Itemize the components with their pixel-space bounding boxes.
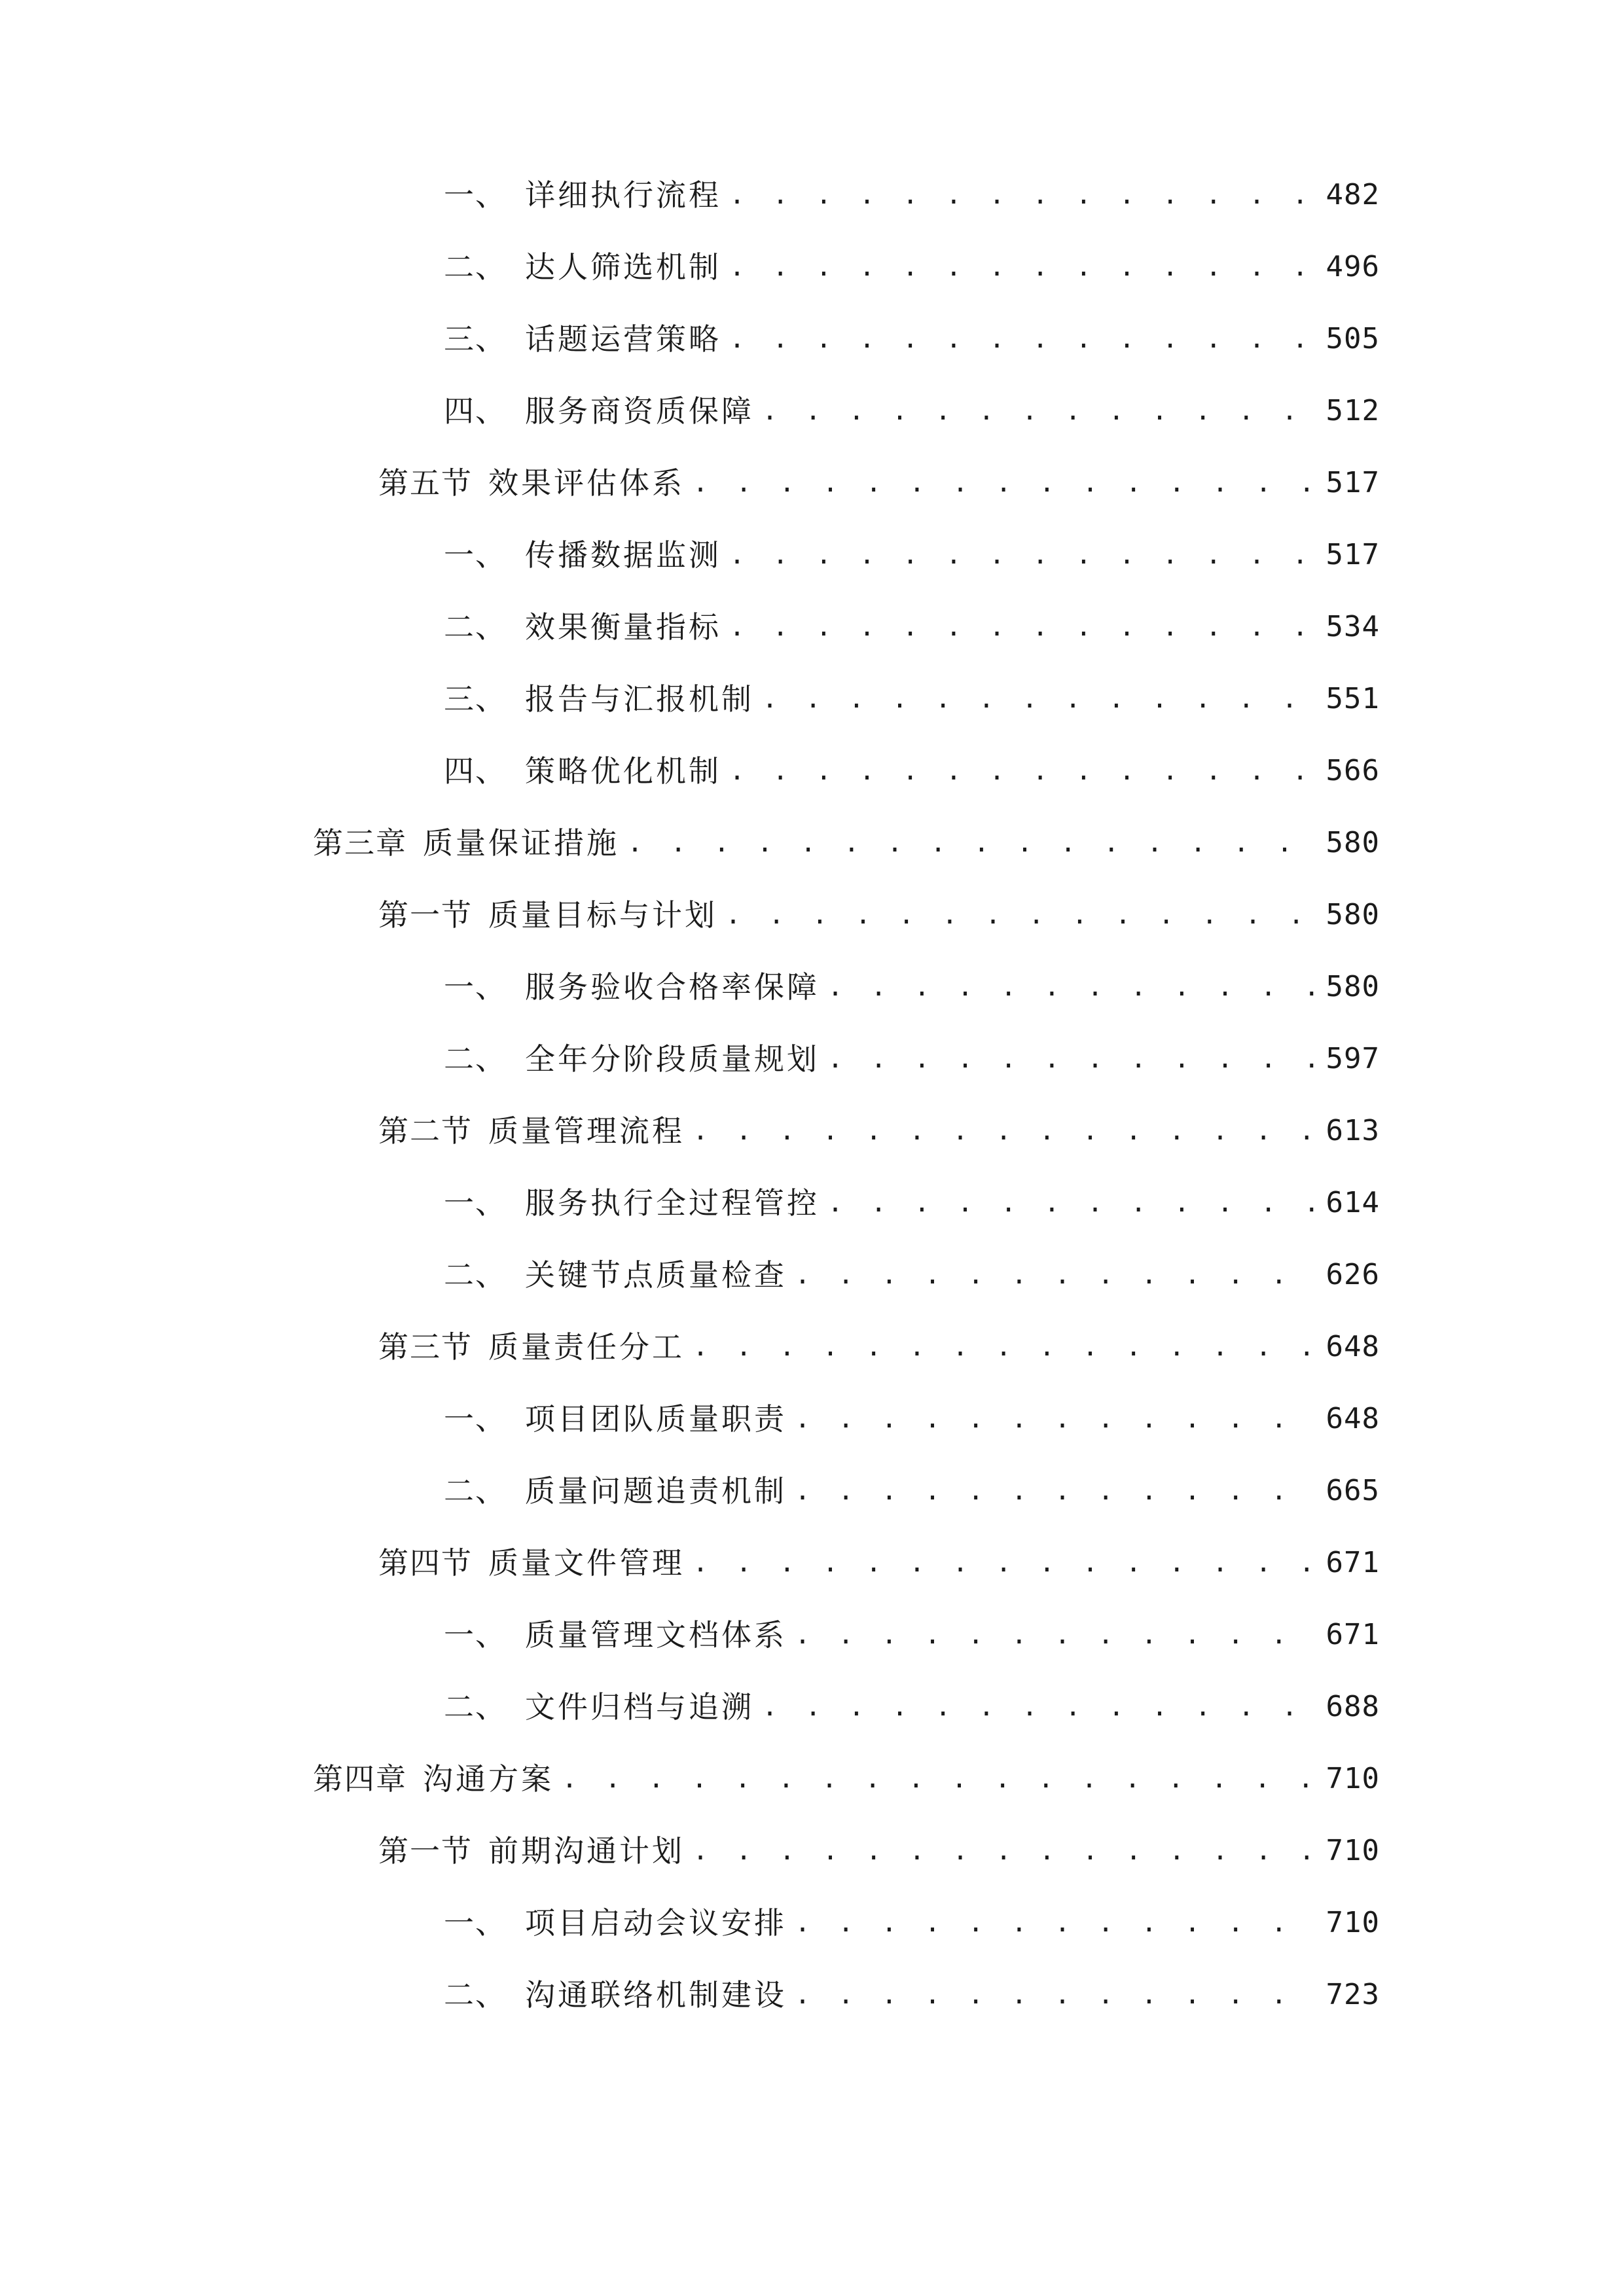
toc-entry-number: 一、 [444, 1617, 507, 1653]
dot-leader [729, 529, 1317, 581]
toc-entry-page: 614 [1326, 1186, 1380, 1219]
dot-leader [762, 1681, 1317, 1733]
toc-entry-page: 566 [1326, 754, 1380, 787]
toc-entry-page: 688 [1326, 1690, 1380, 1723]
toc-entry-page: 580 [1326, 970, 1380, 1003]
toc-entry-title: 质量文件管理 [488, 1545, 685, 1581]
toc-entry-number: 二、 [444, 249, 507, 285]
toc-entry-page: 517 [1326, 538, 1380, 571]
toc-entry-page: 648 [1326, 1402, 1380, 1435]
dot-leader [762, 673, 1317, 725]
toc-entry-title: 关键节点质量检查 [525, 1257, 787, 1293]
toc-entry-title: 项目启动会议安排 [525, 1905, 787, 1941]
toc-entry-page: 723 [1326, 1978, 1380, 2011]
dot-leader [693, 1105, 1317, 1157]
toc-entry-number: 二、 [444, 1689, 507, 1725]
toc-entry[interactable] [378, 457, 1380, 509]
toc-entry-number: 四、 [444, 393, 507, 429]
toc-entry-page: 496 [1326, 250, 1380, 283]
toc-entry[interactable] [444, 1177, 1380, 1229]
toc-entry[interactable] [444, 1897, 1380, 1949]
dot-leader [693, 457, 1317, 509]
toc-entry-title: 详细执行流程 [525, 177, 721, 213]
toc-entry-number: 三、 [444, 681, 507, 717]
toc-entry[interactable] [444, 313, 1380, 365]
toc-entry-page: 626 [1326, 1258, 1380, 1291]
toc-entry[interactable] [444, 673, 1380, 725]
toc-entry-title: 质量目标与计划 [488, 897, 717, 933]
toc-entry-title: 质量问题追责机制 [525, 1473, 787, 1509]
toc-entry-title: 沟通联络机制建设 [525, 1977, 787, 2013]
toc-entry[interactable] [444, 169, 1380, 221]
dot-leader [827, 1177, 1317, 1229]
toc-entry-title: 沟通方案 [423, 1761, 554, 1797]
toc-entry-number: 第四节 [378, 1545, 473, 1581]
toc-entry[interactable] [378, 1537, 1380, 1589]
toc-entry[interactable] [444, 385, 1380, 437]
dot-leader [795, 1897, 1317, 1949]
dot-leader [693, 1825, 1317, 1877]
dot-leader [562, 1753, 1317, 1805]
toc-entry-number: 二、 [444, 1977, 507, 2013]
toc-entry-number: 四、 [444, 753, 507, 789]
toc-entry-number: 一、 [444, 1401, 507, 1437]
toc-entry-number: 一、 [444, 1185, 507, 1221]
toc-entry-title: 达人筛选机制 [525, 249, 721, 285]
dot-leader [762, 385, 1317, 437]
toc-entry-page: 710 [1326, 1906, 1380, 1939]
toc-entry-number: 二、 [444, 1041, 507, 1077]
toc-entry-number: 第一节 [378, 897, 473, 933]
dot-leader [693, 1321, 1317, 1373]
toc-entry-number: 第三节 [378, 1329, 473, 1365]
toc-entry[interactable] [313, 1753, 1380, 1805]
toc-entry-title: 服务验收合格率保障 [525, 969, 820, 1005]
toc-entry-number: 一、 [444, 969, 507, 1005]
dot-leader [729, 169, 1317, 221]
dot-leader [795, 1609, 1317, 1661]
toc-entry-number: 第四章 [313, 1761, 407, 1797]
toc-entry[interactable] [444, 961, 1380, 1013]
dot-leader [693, 1537, 1317, 1589]
toc-entry-title: 话题运营策略 [525, 321, 721, 357]
toc-entry-page: 597 [1326, 1042, 1380, 1075]
toc-entry-page: 710 [1326, 1834, 1380, 1867]
toc-entry-number: 第一节 [378, 1833, 473, 1869]
toc-entry-title: 前期沟通计划 [488, 1833, 685, 1869]
toc-entry-title: 效果衡量指标 [525, 609, 721, 645]
toc-entry-number: 第三章 [313, 825, 407, 861]
toc-entry-page: 648 [1326, 1330, 1380, 1363]
toc-entry[interactable] [378, 1321, 1380, 1373]
toc-entry[interactable] [378, 1825, 1380, 1877]
toc-entry-page: 580 [1326, 898, 1380, 931]
dot-leader [827, 961, 1317, 1013]
toc-entry-page: 613 [1326, 1114, 1380, 1147]
toc-entry-page: 580 [1326, 826, 1380, 859]
toc-entry[interactable] [444, 745, 1380, 797]
toc-entry[interactable] [444, 1033, 1380, 1085]
toc-entry[interactable] [313, 817, 1380, 869]
toc-entry-title: 服务商资质保障 [525, 393, 754, 429]
toc-entry[interactable] [444, 1969, 1380, 2021]
toc-entry-title: 传播数据监测 [525, 537, 721, 573]
toc-entry-number: 第五节 [378, 465, 473, 501]
dot-leader [729, 601, 1317, 653]
toc-entry-title: 质量管理流程 [488, 1113, 685, 1149]
dot-leader [725, 889, 1317, 941]
dot-leader [627, 817, 1317, 869]
toc-entry[interactable] [444, 1609, 1380, 1661]
dot-leader [729, 241, 1317, 293]
toc-entry-title: 质量保证措施 [423, 825, 619, 861]
toc-entry-title: 全年分阶段质量规划 [525, 1041, 820, 1077]
toc-entry-number: 一、 [444, 537, 507, 573]
toc-entry-page: 665 [1326, 1474, 1380, 1507]
toc-entry[interactable] [444, 241, 1380, 293]
dot-leader [795, 1969, 1317, 2021]
toc-entry[interactable] [444, 1681, 1380, 1733]
toc-entry-page: 671 [1326, 1618, 1380, 1651]
toc-entry-title: 质量责任分工 [488, 1329, 685, 1365]
toc-entry[interactable] [444, 529, 1380, 581]
toc-entry-title: 文件归档与追溯 [525, 1689, 754, 1725]
toc-entry[interactable] [378, 889, 1380, 941]
toc-entry-page: 512 [1326, 394, 1380, 427]
toc-entry-page: 505 [1326, 322, 1380, 355]
dot-leader [795, 1393, 1317, 1445]
toc-entry-number: 二、 [444, 609, 507, 645]
toc-entry-page: 534 [1326, 610, 1380, 643]
toc-entry[interactable] [444, 1465, 1380, 1517]
toc-entry-number: 二、 [444, 1257, 507, 1293]
toc-entry-title: 策略优化机制 [525, 753, 721, 789]
toc-entry-title: 服务执行全过程管控 [525, 1185, 820, 1221]
dot-leader [795, 1249, 1317, 1301]
toc-entry-number: 三、 [444, 321, 507, 357]
toc-entry-page: 710 [1326, 1762, 1380, 1795]
toc-entry-page: 551 [1326, 682, 1380, 715]
toc-entry[interactable] [378, 1105, 1380, 1157]
dot-leader [729, 313, 1317, 365]
toc-entry-title: 报告与汇报机制 [525, 681, 754, 717]
toc-entry-number: 第二节 [378, 1113, 473, 1149]
toc-entry-title: 项目团队质量职责 [525, 1401, 787, 1437]
dot-leader [827, 1033, 1317, 1085]
dot-leader [795, 1465, 1317, 1517]
toc-entry-number: 二、 [444, 1473, 507, 1509]
toc-entry-title: 效果评估体系 [488, 465, 685, 501]
toc-entry-page: 482 [1326, 178, 1380, 211]
toc-entry-page: 517 [1326, 466, 1380, 499]
toc-entry-page: 671 [1326, 1546, 1380, 1579]
toc-entry-number: 一、 [444, 177, 507, 213]
toc-entry[interactable] [444, 1249, 1380, 1301]
toc-entry[interactable] [444, 1393, 1380, 1445]
toc-entry[interactable] [444, 601, 1380, 653]
dot-leader [729, 745, 1317, 797]
toc-entry-number: 一、 [444, 1905, 507, 1941]
toc-entry-title: 质量管理文档体系 [525, 1617, 787, 1653]
